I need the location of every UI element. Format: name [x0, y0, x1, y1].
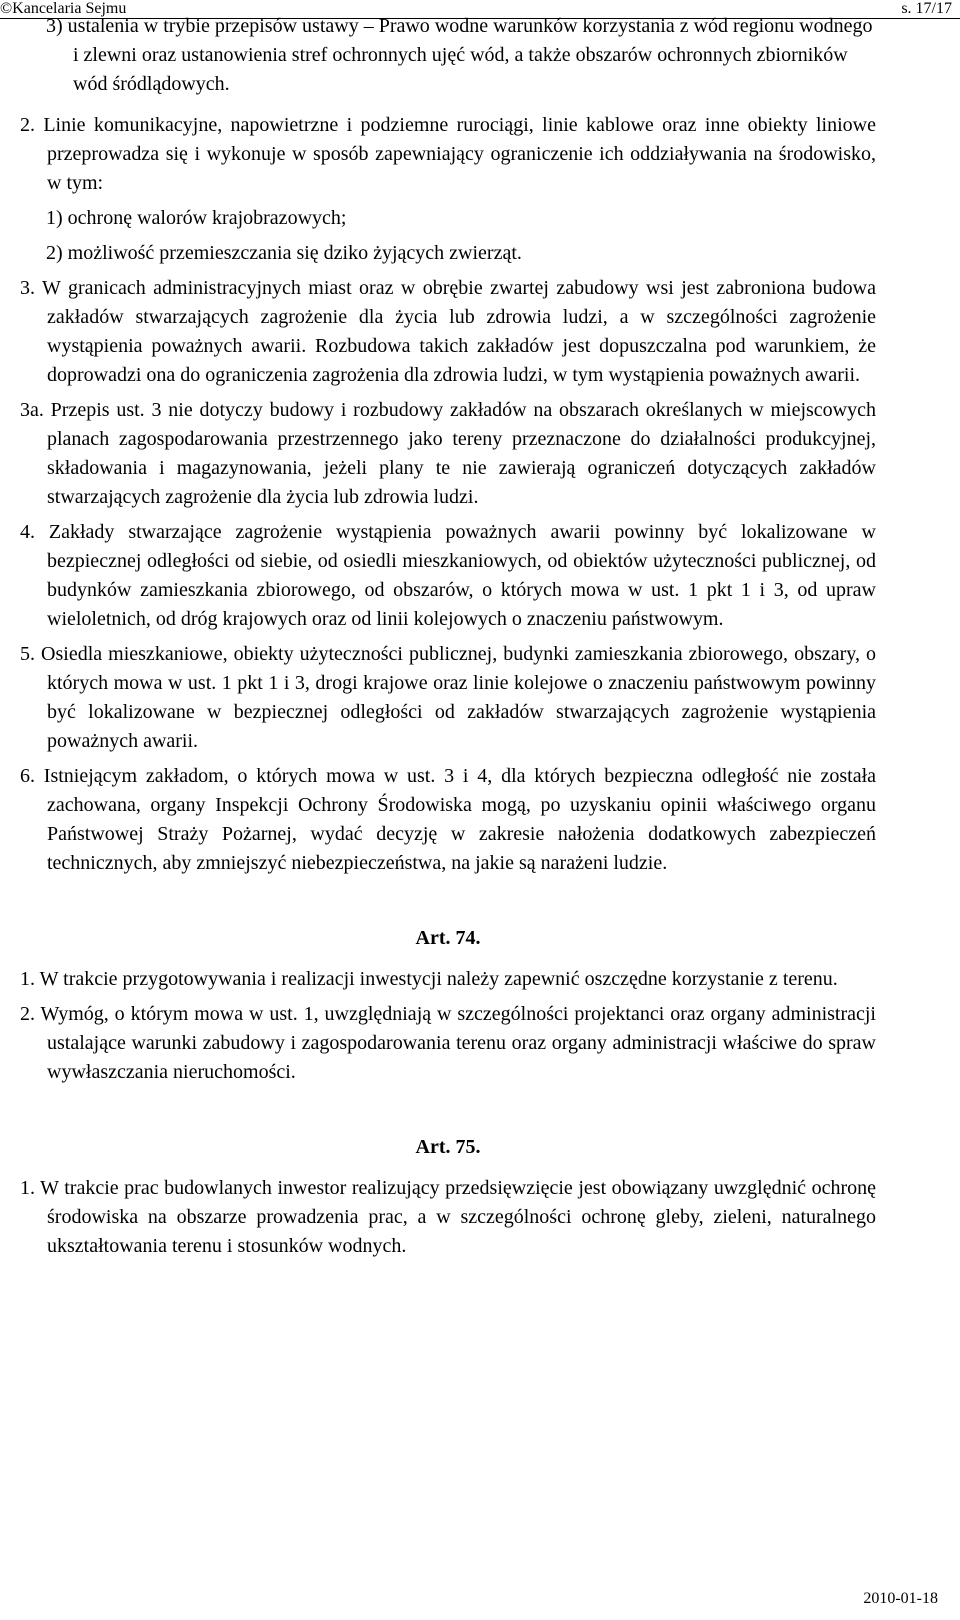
paragraph-6: 6. Istniejącym zakładom, o których mowa w ust. 3 i 4, dla których bezpieczna odległość nie została zachowana, organy Inspekcji Ochrony Środowiska mogą, po uzyskaniu opinii właściwego organu Państwowej Straży Pożarnej, wydać decyzję w zakresie nałożenia dodatkowych zabezpieczeń technicznych, aby zmniejszyć niebezpieczeństwa, na jakie są narażeni ludzie. — [20, 765, 876, 874]
article-74-paragraph-1: 1. W trakcie przygotowywania i realizacji inwestycji należy zapewnić oszczędne korzystanie z terenu. — [20, 968, 838, 990]
paragraph-2-item-2: 2) możliwość przemieszczania się dziko żyjących zwierząt. — [46, 242, 522, 264]
article-75-paragraph-1: 1. W trakcie prac budowlanych inwestor realizujący przedsięwzięcie jest obowiązany uwzględnić ochronę środowiska na obszarze prowadzenia prac, a w szczególności ochronę gleby, zieleni, naturalnego ukształtowania terenu i stosunków wodnych. — [20, 1177, 876, 1257]
document-body — [20, 12, 876, 1261]
paragraph-5: 5. Osiedla mieszkaniowe, obiekty użyteczności publicznej, budynki zamieszkania zbiorowego, obszary, o których mowa w ust. 1 pkt 1 i 3, drogi krajowe oraz linie kolejowe o znaczeniu państwowym powinny być lokalizowane w bezpiecznej odległości od zakładów stwarzających zagrożenie wystąpienia poważnych awarii. — [20, 643, 876, 752]
paragraph-3-item-3: 3) ustalenia w trybie przepisów ustawy – Prawo wodne warunków korzystania z wód regionu wodnego i zlewni oraz ustanowienia stref ochronnych ujęć wód, a także obszarów ochronnych zbiorników wód śródlądowych. — [46, 15, 873, 95]
paragraph-4: 4. Zakłady stwarzające zagrożenie wystąpienia poważnych awarii powinny być lokalizowane w bezpiecznej odległości od siebie, od osiedli mieszkaniowych, od obiektów użyteczności publicznej, od budynków zamieszkania zbiorowego, od obszarów, o których mowa w ust. 1 pkt 1 i 3, od upraw wieloletnich, od dróg krajowych oraz od linii kolejowych o znaczeniu państwowym. — [20, 521, 876, 630]
article-74-title: Art. 74. — [415, 927, 481, 949]
paragraph-3: 3. W granicach administracyjnych miast oraz w obrębie zwartej zabudowy wsi jest zabroniona budowa zakładów stwarzających zagrożenie dla życia lub zdrowia ludzi, a w szczególności zagrożenie wystąpienia poważnych awarii. Rozbudowa takich zakładów jest dopuszczalna pod warunkiem, że doprowadzi ona do ograniczenia zagrożenia dla zdrowia ludzi, w tym wystąpienia poważnych awarii. — [20, 277, 876, 386]
article-74-paragraph-2: 2. Wymóg, o którym mowa w ust. 1, uwzględniają w szczególności projektanci oraz organy administracji ustalające warunki zabudowy i zagospodarowania terenu oraz organy administracji właściwe do spraw wywłaszczania nieruchomości. — [20, 1003, 876, 1083]
paragraph-2: 2. Linie komunikacyjne, napowietrzne i podziemne rurociągi, linie kablowe oraz inne obiekty liniowe przeprowadza się i wykonuje w sposób zapewniający ograniczenie ich oddziaływania na środowisko, w tym: — [20, 114, 876, 194]
paragraph-3a: 3a. Przepis ust. 3 nie dotyczy budowy i rozbudowy zakładów na obszarach określanych w miejscowych planach zagospodarowania przestrzennego jako tereny przeznaczone do działalności produkcyjnej, składowania i magazynowania, jeżeli plany te nie zawierają ograniczeń dotyczących zakładów stwarzających zagrożenie dla życia lub zdrowia ludzi. — [20, 399, 876, 508]
article-75-title: Art. 75. — [415, 1136, 481, 1158]
paragraph-2-item-1: 1) ochronę walorów krajobrazowych; — [46, 207, 347, 229]
header-page-number: s. 17/17 — [901, 0, 952, 17]
footer-date: 2010-01-18 — [863, 1590, 938, 1607]
header-source: ©Kancelaria Sejmu — [0, 0, 127, 17]
